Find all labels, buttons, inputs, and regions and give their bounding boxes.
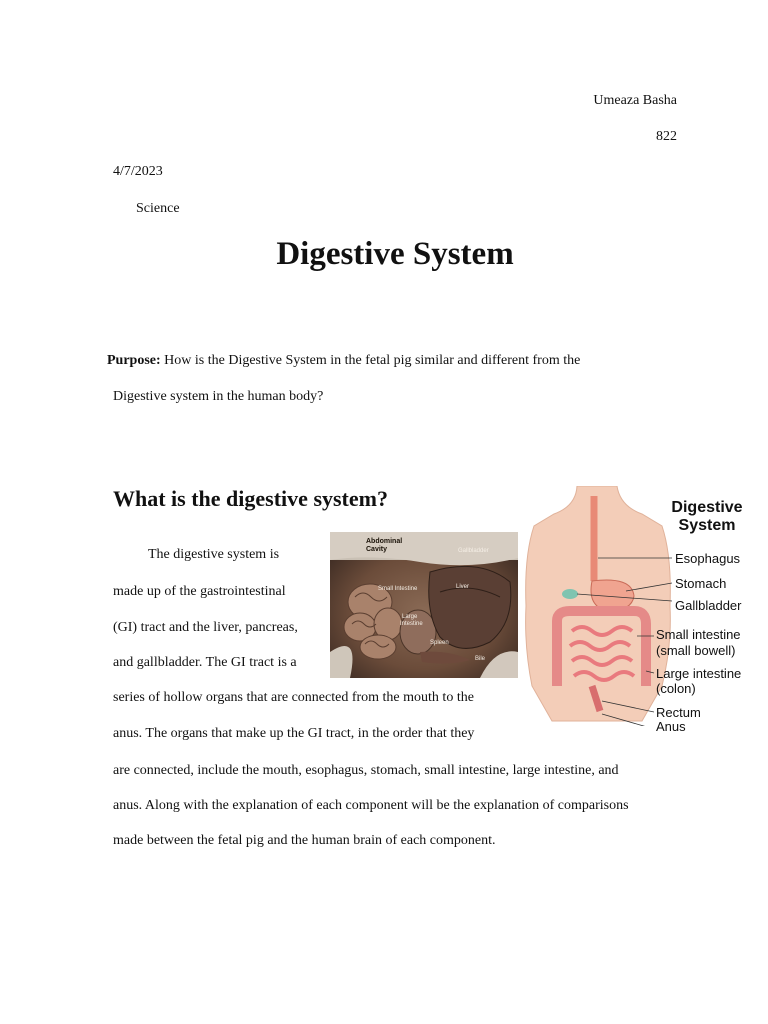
purpose-line-1 xyxy=(107,353,580,369)
svg-text:(small bowell): (small bowell) xyxy=(656,643,736,658)
paragraph-line: are connected, include the mouth, esophagus, stomach, small intestine, large intestine, and xyxy=(113,763,619,778)
anus-label: Anus xyxy=(656,719,686,734)
date: 4/7/2023 xyxy=(113,164,163,179)
paragraph-line: anus. The organs that make up the GI tract, in the order that they xyxy=(113,726,475,741)
svg-text:Cavity: Cavity xyxy=(366,546,388,553)
paragraph-line: (GI) tract and the liver, pancreas, xyxy=(113,620,298,635)
paragraph-line: made up of the gastrointestinal xyxy=(113,584,286,599)
subject: Science xyxy=(136,201,180,216)
paragraph-line: The digestive system is xyxy=(148,547,280,562)
class-number: 822 xyxy=(656,129,677,144)
section-heading: What is the digestive system? xyxy=(113,486,388,511)
paragraph-line: made between the fetal pig and the human brain of each component. xyxy=(113,833,496,848)
svg-text:Spleen: Spleen xyxy=(430,640,449,646)
svg-text:Small intestine: Small intestine xyxy=(656,627,741,642)
svg-text:Esophagus: Esophagus xyxy=(675,551,741,566)
purpose-line-2: Digestive system in the human body? xyxy=(113,389,324,404)
paragraph-line: and gallbladder. The GI tract is a xyxy=(113,655,297,670)
purpose-text-1: How is the Digestive System in the fetal pig similar and different from the xyxy=(164,353,581,368)
svg-text:Stomach: Stomach xyxy=(675,576,727,591)
svg-text:Liver: Liver xyxy=(456,584,470,590)
svg-text:Large: Large xyxy=(402,614,418,620)
author-name: Umeaza Basha xyxy=(593,93,677,108)
human-digestive-diagram xyxy=(522,486,762,726)
svg-text:Small Intestine: Small Intestine xyxy=(378,586,418,592)
svg-text:Digestive: Digestive xyxy=(671,499,743,516)
page-title: Digestive System xyxy=(276,236,514,272)
paragraph-line: anus. Along with the explanation of each component will be the explanation of comparisons xyxy=(113,798,629,813)
svg-text:Bile: Bile xyxy=(475,656,486,662)
svg-text:Gallbladder: Gallbladder xyxy=(675,598,742,613)
paragraph-line: series of hollow organs that are connected from the mouth to the xyxy=(113,690,474,705)
purpose-label: Purpose: xyxy=(107,353,161,368)
svg-text:Large intestine: Large intestine xyxy=(656,666,742,681)
svg-text:Intestine: Intestine xyxy=(400,621,423,627)
svg-text:(colon): (colon) xyxy=(656,681,696,696)
svg-text:Abdominal: Abdominal xyxy=(366,538,403,545)
svg-text:Rectum: Rectum xyxy=(656,705,701,720)
svg-text:System: System xyxy=(678,517,736,534)
svg-text:Gallbladder: Gallbladder xyxy=(458,548,489,554)
fetal-pig-photo xyxy=(330,532,518,678)
